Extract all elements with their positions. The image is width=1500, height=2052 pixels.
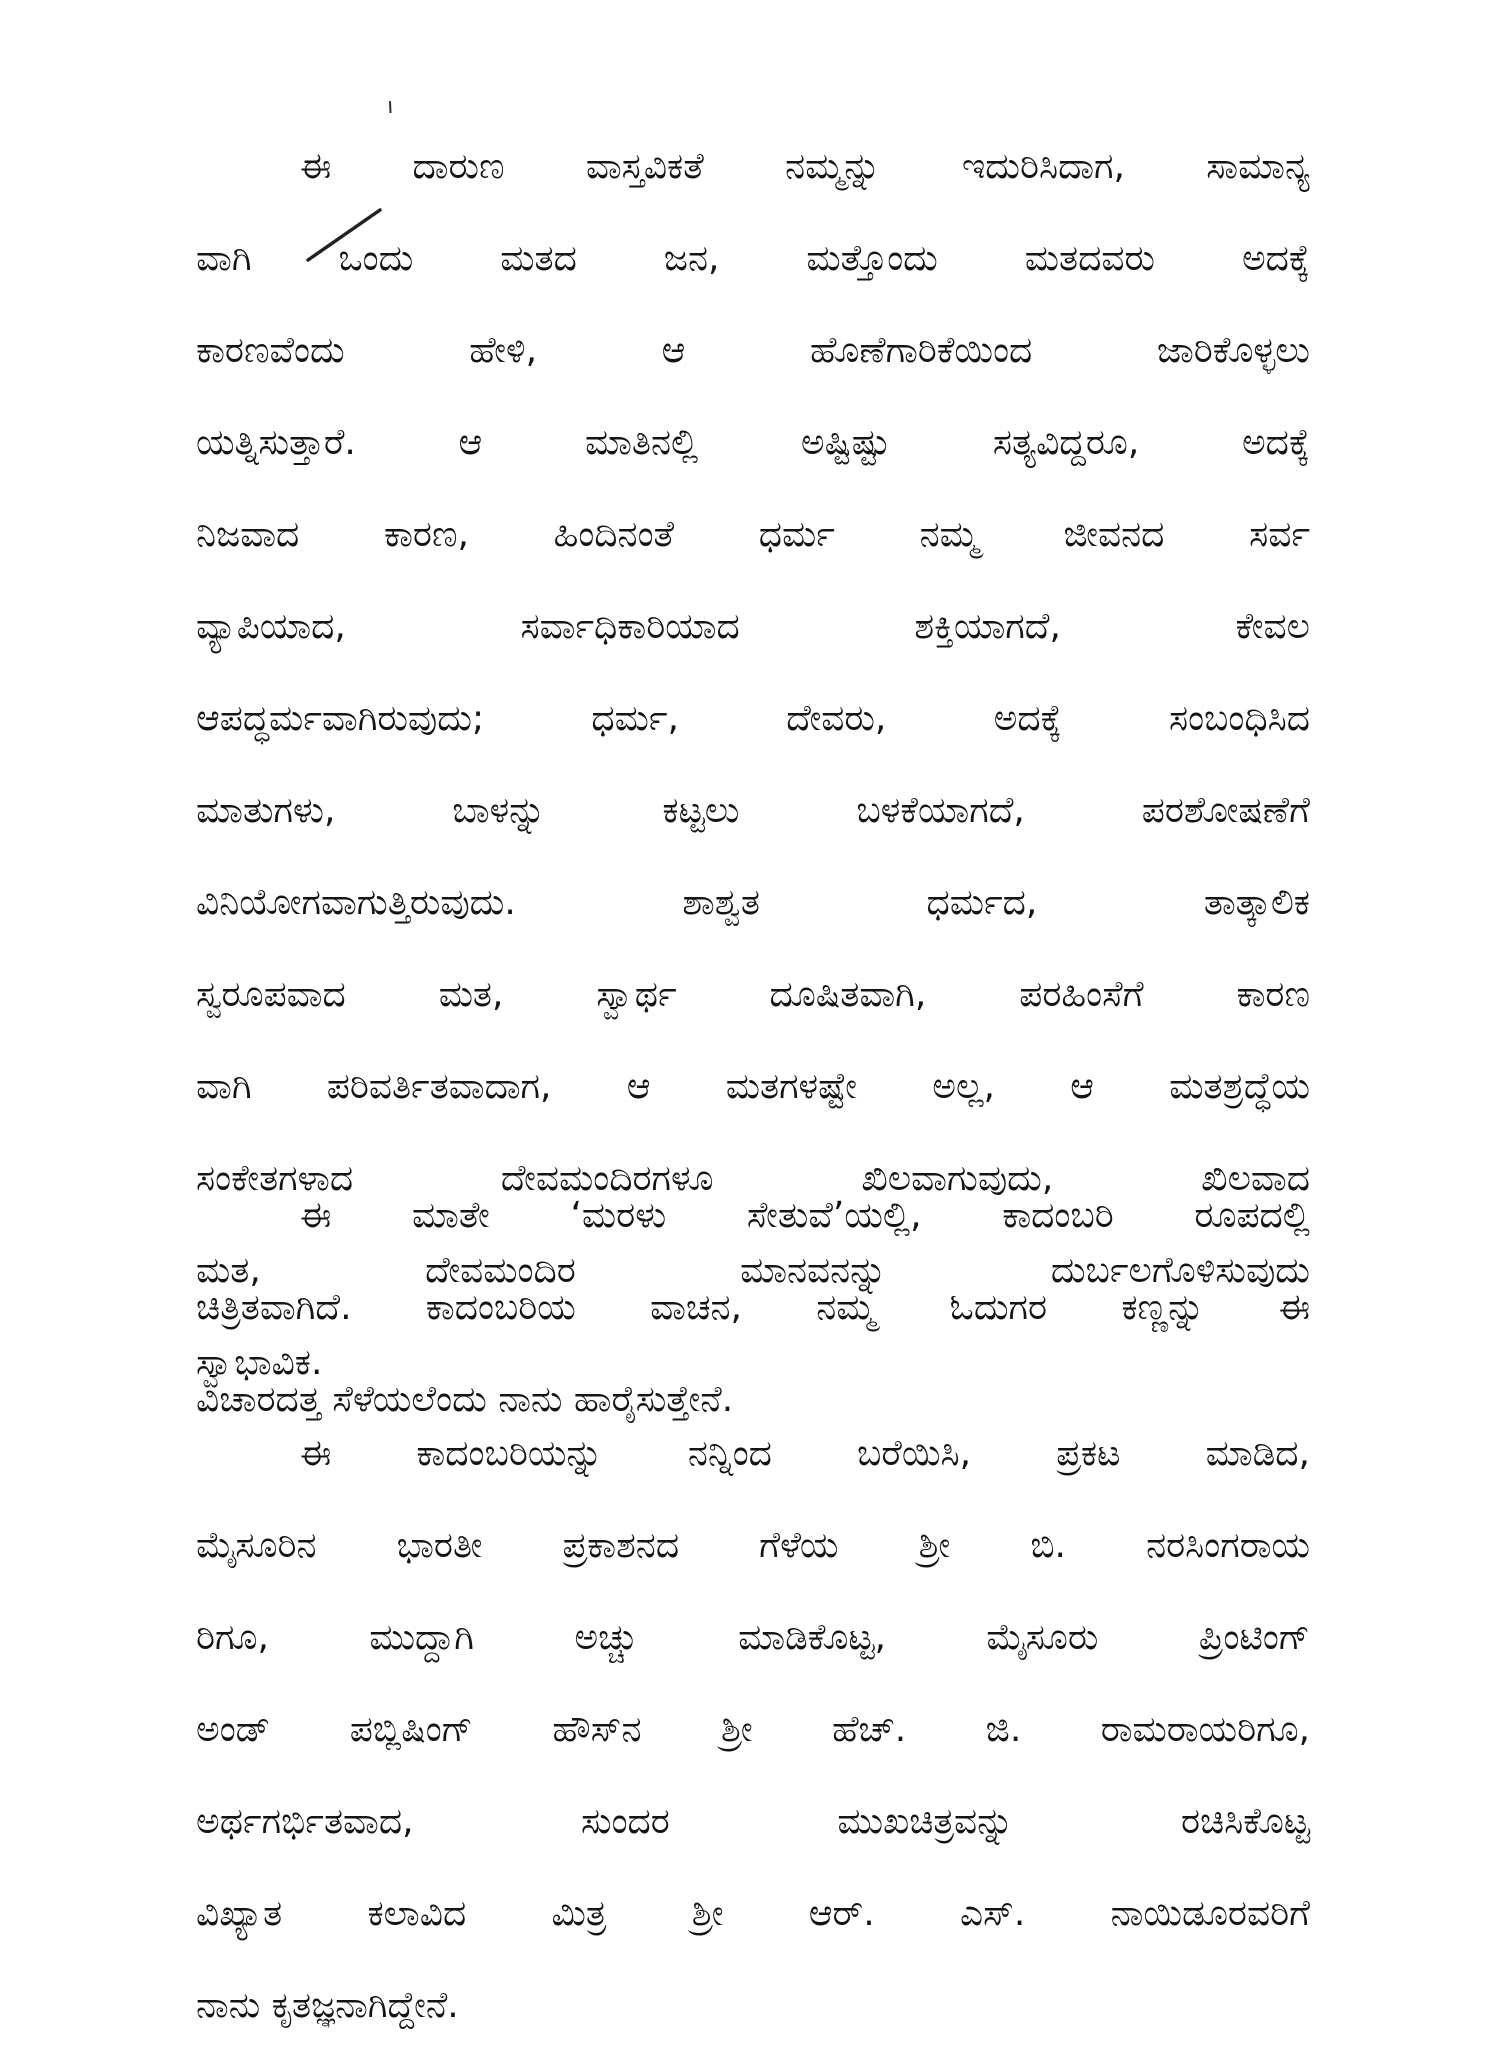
paragraph-line: ವಿನಿಯೋಗವಾಗುತ್ತಿರುವುದು. ಶಾಶ್ವತ ಧರ್ಮದ, ತಾತ್ಕಾಲಿಕ: [196, 882, 1310, 923]
paragraph-line: ವಿಚಾರದತ್ತ ಸೆಳೆಯಲೆಂದು ನಾನು ಹಾರೈಸುತ್ತೇನೆ.: [196, 1379, 734, 1420]
paragraph-line: ಯತ್ನಿಸುತ್ತಾರೆ. ಆ ಮಾತಿನಲ್ಲಿ ಅಷ್ಟಿಷ್ಟು ಸತ್ಯವಿದ್ದರೂ, ಅದಕ್ಕೆ: [196, 422, 1310, 463]
paragraph-line: ರಿಗೂ, ಮುದ್ದಾಗಿ ಅಚ್ಚು ಮಾಡಿಕೊಟ್ಟ, ಮೈಸೂರು ಪ್ರಿಂಟಿಂಗ್: [196, 1617, 1310, 1658]
paragraph-line: ಈ ಕಾದಂಬರಿಯನ್ನು ನನ್ನಿಂದ ಬರೆಯಿಸಿ, ಪ್ರಕಟ ಮಾಡಿದ,: [300, 1433, 1310, 1474]
paragraph-line: ಸ್ವಾಭಾವಿಕ.: [196, 1342, 323, 1383]
paragraph-line: ಚಿತ್ರಿತವಾಗಿದೆ. ಕಾದಂಬರಿಯ ವಾಚನ, ನಮ್ಮ ಓದುಗರ ಕಣ್ಣನ್ನು ಈ: [196, 1287, 1310, 1328]
paragraph-line: ಸ್ವರೂಪವಾದ ಮತ, ಸ್ವಾರ್ಥ ದೂಷಿತವಾಗಿ, ಪರಹಿಂಸೆಗೆ ಕಾರಣ: [196, 974, 1310, 1015]
paragraph-line: ನಾನು ಕೃತಜ್ಞನಾಗಿದ್ದೇನೆ.: [196, 1985, 459, 2026]
paragraph-line: ವ್ಯಾಪಿಯಾದ, ಸರ್ವಾಧಿಕಾರಿಯಾದ ಶಕ್ತಿಯಾಗದೆ, ಕೇವಲ: [196, 606, 1310, 647]
paragraph-line: ವಾಗಿ ಪರಿವರ್ತಿತವಾದಾಗ, ಆ ಮತಗಳಷ್ಟೇ ಅಲ್ಲ, ಆ ಮತಶ್ರದ್ಧೆಯ: [196, 1066, 1310, 1107]
paragraph-3: [196, 1408, 1310, 2052]
paragraph-line: ಮತ, ದೇವಮಂದಿರ ಮಾನವನನ್ನು ದುರ್ಬಲಗೊಳಿಸುವುದು: [196, 1250, 1310, 1291]
paragraph-line: ನಿಜವಾದ ಕಾರಣ, ಹಿಂದಿನಂತೆ ಧರ್ಮ ನಮ್ಮ ಜೀವನದ ಸರ್ವ: [196, 514, 1310, 555]
paragraph-line: ಆಪದ್ಧರ್ಮವಾಗಿರುವುದು; ಧರ್ಮ, ದೇವರು, ಅದಕ್ಕೆ ಸಂಬಂಧಿಸಿದ: [196, 698, 1310, 739]
paragraph-line: ಈ ದಾರುಣ ವಾಸ್ತವಿಕತೆ ನಮ್ಮನ್ನು ಇದುರಿಸಿದಾಗ, ಸಾಮಾನ್ಯ: [300, 146, 1310, 187]
pen-tick-mark: [387, 100, 393, 114]
paragraph-line: ಮಾತುಗಳು, ಬಾಳನ್ನು ಕಟ್ಟಲು ಬಳಕೆಯಾಗದೆ, ಪರಶೋಷಣೆಗೆ: [196, 790, 1310, 831]
paragraph-line: ಮೈಸೂರಿನ ಭಾರತೀ ಪ್ರಕಾಶನದ ಗೆಳೆಯ ಶ್ರೀ ಬಿ. ನರಸಿಂಗರಾಯ: [196, 1525, 1310, 1566]
paragraph-line: ವಾಗಿ ಒಂದು ಮತದ ಜನ, ಮತ್ತೊಂದು ಮತದವರು ಅದಕ್ಕೆ: [196, 238, 1310, 279]
paragraph-line: ಕಾರಣವೆಂದು ಹೇಳಿ, ಆ ಹೊಣೆಗಾರಿಕೆಯಿಂದ ಜಾರಿಕೊಳ್ಳಲು: [196, 330, 1310, 371]
paragraph-line: ಈ ಮಾತೇ ‘ಮರಳು ಸೇತುವೆ’ಯಲ್ಲಿ, ಕಾದಂಬರಿ ರೂಪದಲ್ಲಿ: [300, 1195, 1310, 1236]
paragraph-line: ವಿಖ್ಯಾತ ಕಲಾವಿದ ಮಿತ್ರ ಶ್ರೀ ಆರ್. ಎಸ್. ನಾಯಿಡೂರವರಿಗೆ: [196, 1893, 1310, 1934]
paragraph-line: ಅರ್ಥಗರ್ಭಿತವಾದ, ಸುಂದರ ಮುಖಚಿತ್ರವನ್ನು ರಚಿಸಿಕೊಟ್ಟ: [196, 1801, 1310, 1842]
paragraph-line: ಸಂಕೇತಗಳಾದ ದೇವಮಂದಿರಗಳೂ ಖಿಲವಾಗುವುದು, ಖಿಲವಾದ: [196, 1158, 1310, 1199]
paragraph-line: ಅಂಡ್ ಪಬ್ಲಿಷಿಂಗ್ ಹೌಸ್‌ನ ಶ್ರೀ ಹೆಚ್. ಜಿ. ರಾಮರಾಯರಿಗೂ,: [196, 1709, 1310, 1750]
paragraph-2: [196, 1170, 1310, 1446]
